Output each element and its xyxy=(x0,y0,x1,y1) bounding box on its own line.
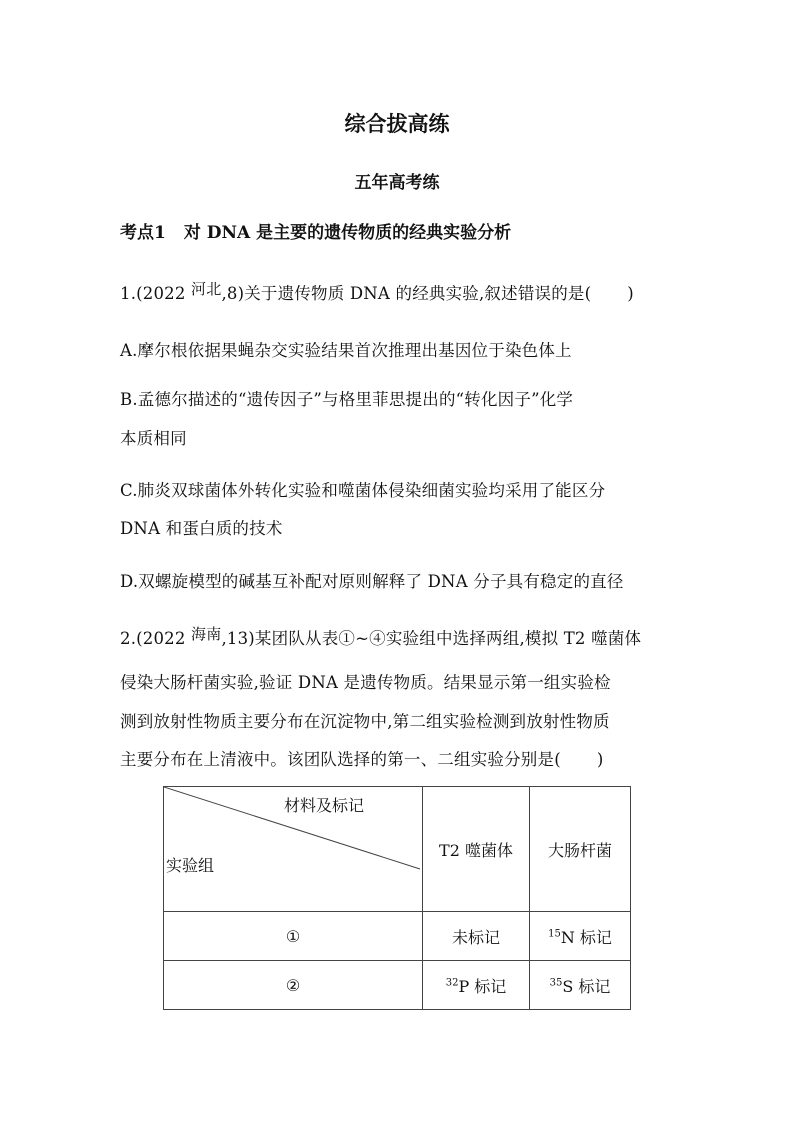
question-1-source: 河北 xyxy=(191,280,222,298)
question-1-option-a: A.摩尔根依据果蝇杂交实验结果首次推理出基因位于染色体上 xyxy=(120,341,572,360)
question-1-option-c: C.肺炎双球菌体外转化实验和噬菌体侵染细菌实验均采用了能区分 xyxy=(120,481,606,500)
question-2-line-4: 主要分布在上清液中。该团队选择的第一、二组实验分别是( ) xyxy=(120,750,604,769)
table-header-row xyxy=(164,787,631,912)
question-1-stem: 1.(2022 河北,8)关于遗传物质 DNA 的经典实验,叙述错误的是( ) xyxy=(120,280,634,303)
table-diagonal-header xyxy=(164,787,423,912)
header-group-label: 实验组 xyxy=(166,856,215,875)
header-ecoli: 大肠杆菌 xyxy=(530,787,631,912)
question-1-option-b: B.孟德尔描述的“遗传因子”与格里菲思提出的“转化因子”化学 xyxy=(120,390,574,409)
experiment-table xyxy=(163,786,631,1010)
table-row xyxy=(164,961,631,1010)
section-heading xyxy=(120,218,511,243)
header-materials-label: 材料及标记 xyxy=(284,796,365,815)
page-title: 综合拔高练 xyxy=(344,111,450,136)
question-2-line-3: 测到放射性物质主要分布在沉淀物中,第二组实验检测到放射性物质 xyxy=(120,712,610,731)
question-1-option-d: D.双螺旋模型的碱基互补配对原则解释了 DNA 分子具有稳定的直径 xyxy=(120,572,624,591)
row-2-phage: $^{32}$P 标记 xyxy=(423,961,530,1010)
table-row xyxy=(164,912,631,961)
row-1-group: ① xyxy=(164,912,423,961)
page-subtitle: 五年高考练 xyxy=(354,173,440,193)
row-2-group: ② xyxy=(164,961,423,1010)
section-label: 考点1 xyxy=(120,223,166,243)
row-1-ecoli: $^{15}$N 标记 xyxy=(530,912,631,961)
question-2-stem: 2.(2022 海南,13)某团队从表①~④实验组中选择两组,模拟 T2 噬菌体 xyxy=(120,625,642,648)
question-1-option-c-cont: DNA 和蛋白质的技术 xyxy=(120,519,283,538)
question-2-line-2: 侵染大肠杆菌实验,验证 DNA 是遗传物质。结果显示第一组实验检 xyxy=(120,673,611,692)
question-1-option-b-cont: 本质相同 xyxy=(120,429,187,448)
section-text: 对 DNA 是主要的遗传物质的经典实验分析 xyxy=(183,223,512,243)
question-2-source: 海南 xyxy=(191,625,222,643)
header-phage: T2 噬菌体 xyxy=(423,787,530,912)
row-1-phage: 未标记 xyxy=(423,912,530,961)
row-2-ecoli: $^{35}$S 标记 xyxy=(530,961,631,1010)
